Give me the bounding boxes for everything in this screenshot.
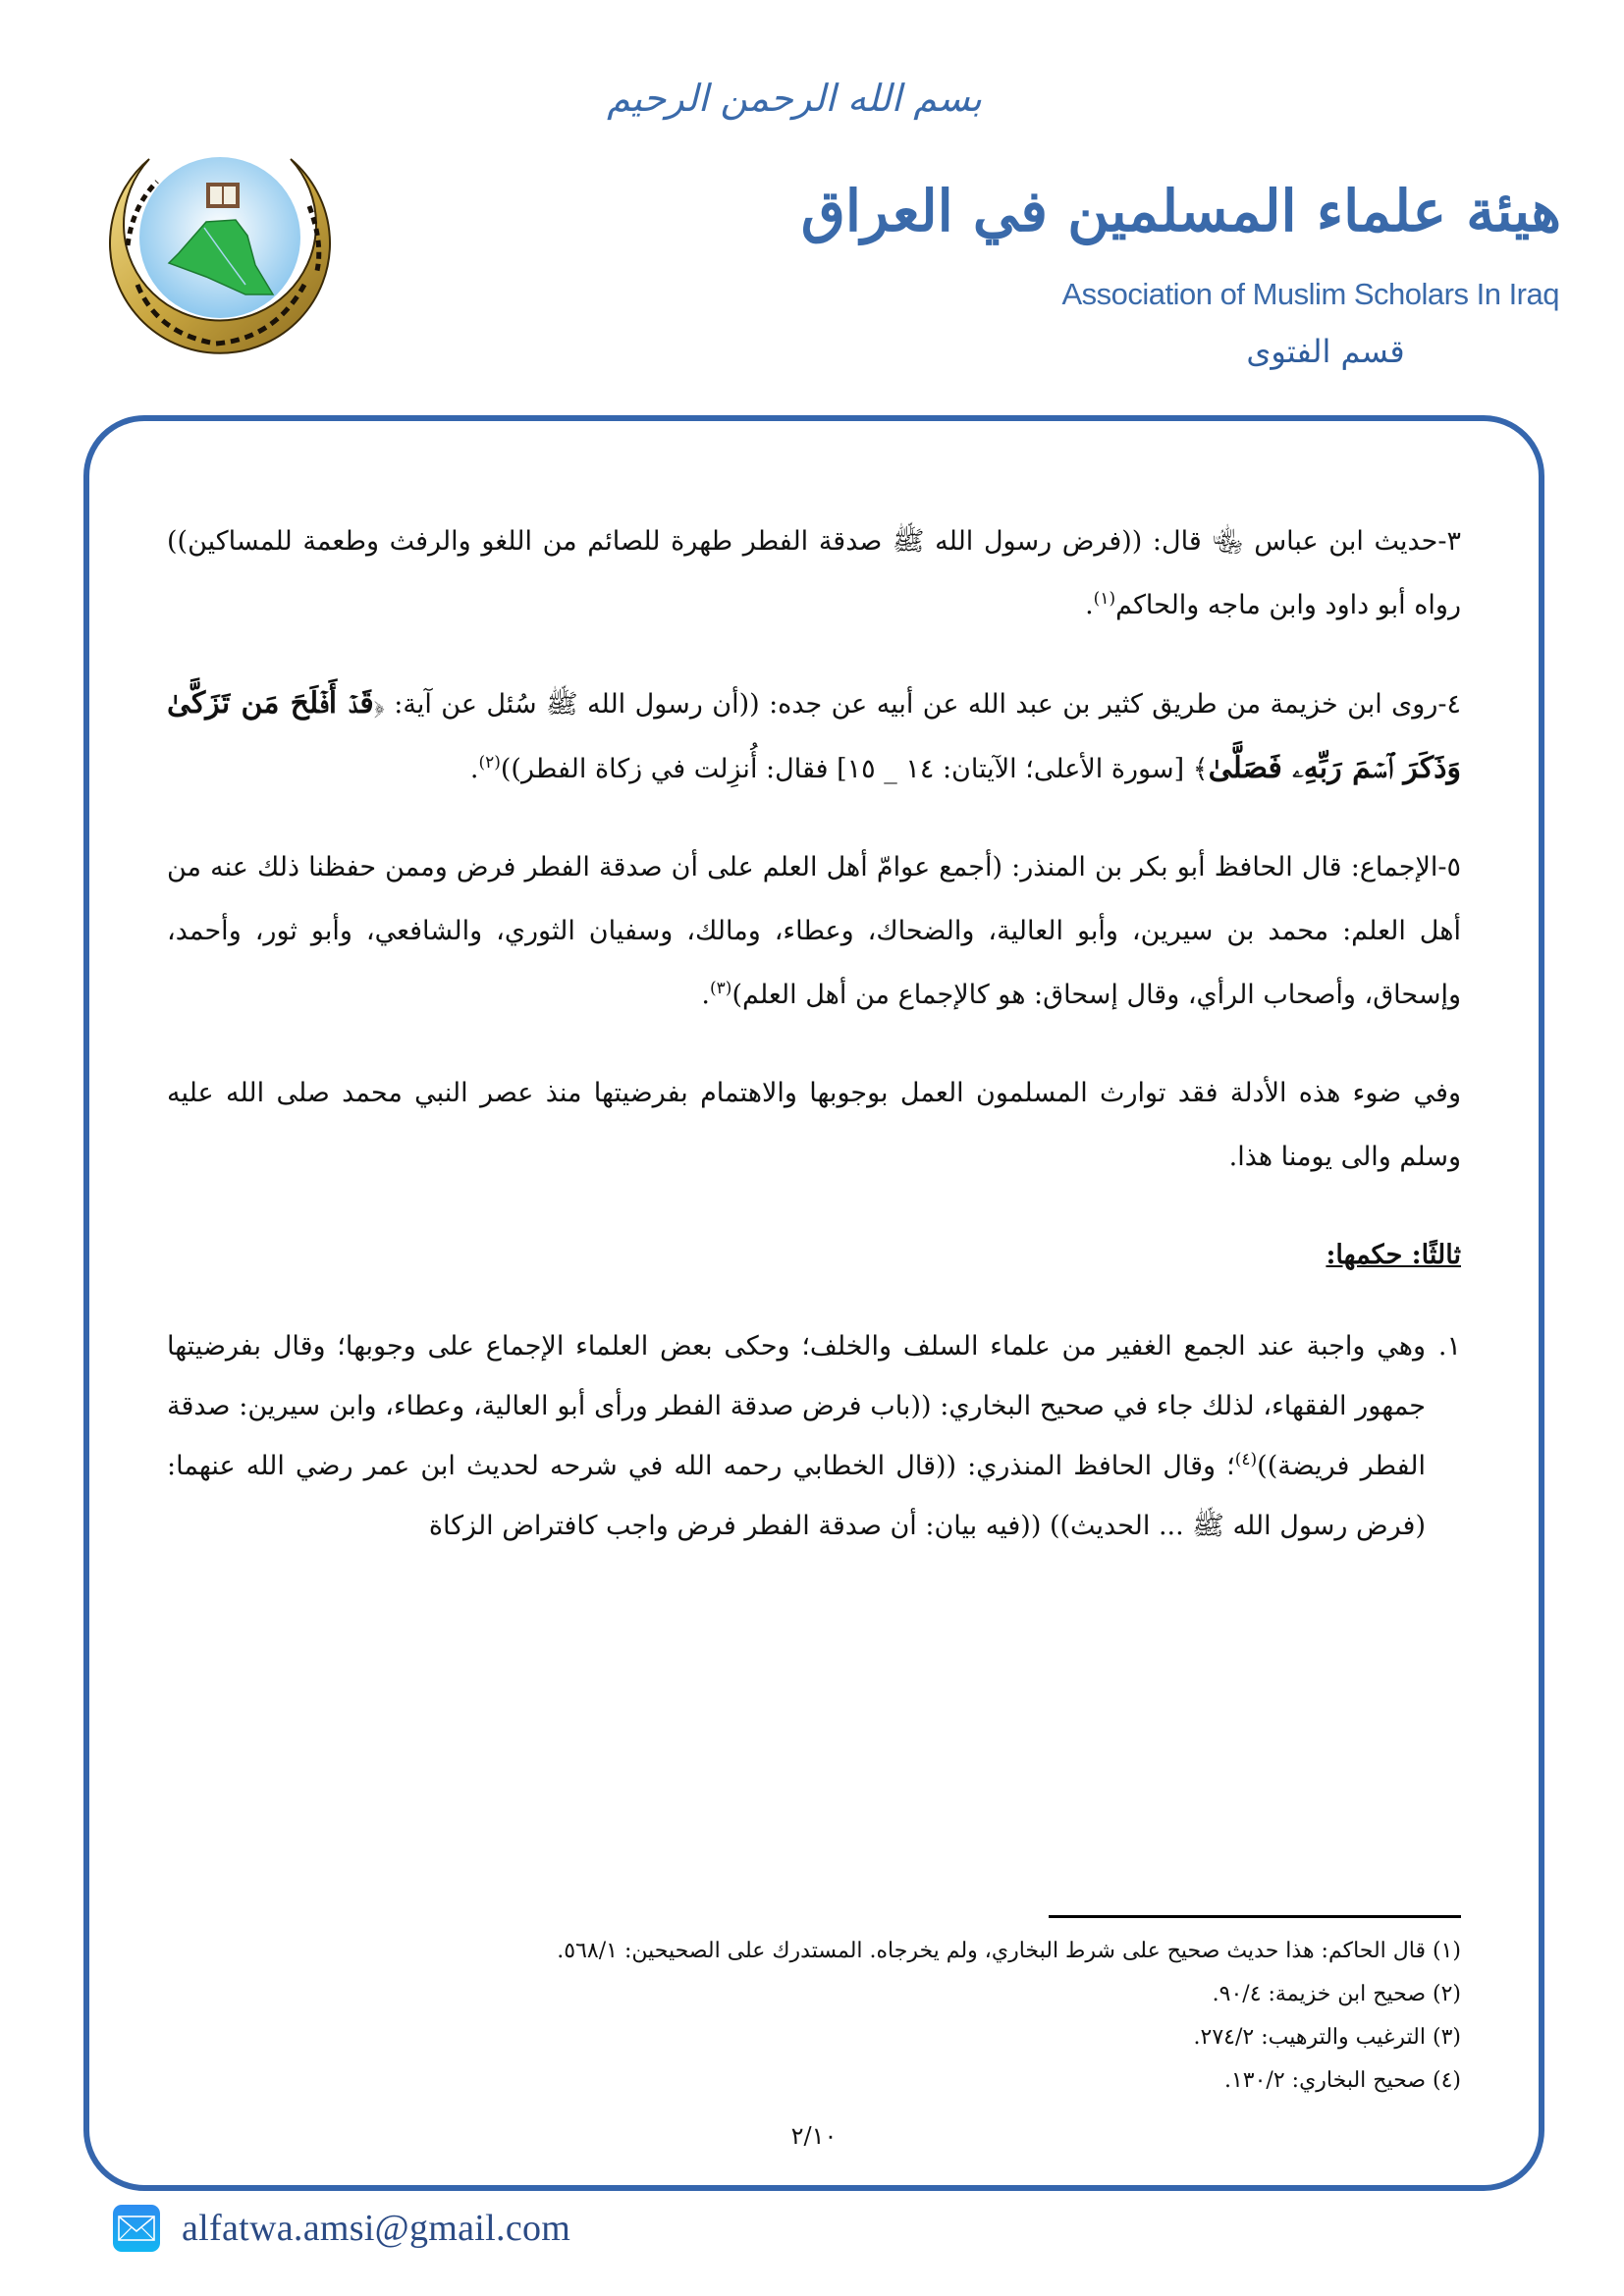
evidence-item-4-text: ٤-روى ابن خزيمة من طريق كثير بن عبد الله عن أبيه عن جده: ((أن رسول الله ﷺ سُئل عن آية: ﴿: [373, 689, 1461, 720]
footnotes-section: [167, 1876, 1461, 2156]
footnote-ref-3[interactable]: (٣): [710, 979, 732, 998]
document-body: [167, 509, 1461, 1556]
organization-name-arabic: هيئة علماء المسلمين في العراق: [800, 178, 1561, 244]
evidence-item-4: [167, 671, 1461, 801]
mail-icon: [113, 2205, 160, 2252]
footnote-4: (٤) صحيح البخاري: ١٣٠/٢.: [1223, 2068, 1461, 2093]
book-page-right: [210, 187, 222, 204]
footnote-1: (١) قال الحاكم: هذا حديث صحيح على شرط البخاري، ولم يخرجاه. المستدرك على الصحيحين: ٥٦٨/١.: [557, 1939, 1461, 1963]
evidence-item-4-text-after: ﴾ [سورة الأعلى؛ الآيتان: ١٤ _ ١٥] فقال: أُنزِلت في زكاة الفطر)): [500, 754, 1209, 784]
footnote-3: (٣) الترغيب والترهيب: ٢٧٤/٢.: [1193, 2025, 1461, 2050]
footnotes: [167, 1930, 1461, 2103]
contact-email-link[interactable]: alfatwa.amsi@gmail.com: [182, 2208, 571, 2249]
ruling-text-before: وهي واجبة عند الجمع الغفير من علماء السلف والخلف؛ وحكى بعض العلماء الإجماع على وجوبها؛ وقال بفرضيتها جمهور الفقهاء، لذلك جاء في صحيح البخاري: ((باب فرض صدقة الفطر ورأى أبو العالية، وعطاء، وابن سيرين: صدقة الفطر فريضة)): [167, 1331, 1427, 1481]
content-frame: [83, 415, 1544, 2191]
footnote-2: (٢) صحيح ابن خزيمة: ٩٠/٤.: [1212, 1982, 1461, 2006]
evidence-item-3-text: ٣-حديث ابن عباس ﵄ قال: ((فرض رسول الله ﷺ صدقة الفطر طهرة للصائم من اللغو والرفث وطعمة للمساكين)) رواه أبو داود وابن ماجه والحاكم: [167, 526, 1461, 620]
evidence-item-3-end: .: [1085, 590, 1094, 620]
conclusion-paragraph: وفي ضوء هذه الأدلة فقد توارث المسلمون العمل بوجوبها والاهتمام بفرضيتها منذ عصر النبي محمد صلى الله عليه وسلم والى يومنا هذا.: [167, 1078, 1461, 1172]
quran-verse: قَدۡ أَفۡلَحَ مَن تَزَكَّىٰ وَذَكَرَ ٱسۡمَ رَبِّهِۦ فَصَلَّىٰ: [167, 686, 1461, 785]
contact-email-row[interactable]: [113, 2203, 570, 2254]
section-heading: ثالثًا: حكمها:: [1326, 1240, 1461, 1270]
ruling-text-after: ؛ وقال الحافظ المنذري: ((قال الخطابي رحمه الله في شرحه لحديث ابن عمر رضي الله عنهما: (فرض رسول الله ﷺ ... الحديث)) ((فيه بيان: أن صدقة الفطر فرض واجب كافتراض الزكاة: [167, 1451, 1426, 1541]
ruling-text: [167, 1316, 1426, 1556]
ruling-list-number: ١.: [1437, 1331, 1461, 1362]
page-number: ٢/١٠: [790, 2122, 838, 2150]
footnote-separator: [1049, 1915, 1461, 1918]
organization-seal-logo: [98, 137, 334, 373]
evidence-item-5-text: ٥-الإجماع: قال الحافظ أبو بكر بن المنذر: (أجمع عوامّ أهل العلم على أن صدقة الفطر فرض وممن حفظنا ذلك عنه من أهل العلم: محمد بن سيرين، وأبو العالية، والضحاك، وعطاء، ومالك، وسفيان الثوري، والشافعي، وأبو ثور، وأحمد، وإسحاق، وأصحاب الرأي، وقال إسحاق: هو كالإجماع من أهل العلم): [167, 852, 1461, 1010]
department-name: قسم الفتوى: [1246, 333, 1405, 370]
organization-name-english: Association of Muslim Scholars In Iraq: [1061, 277, 1559, 311]
evidence-item-4-end: .: [469, 754, 479, 784]
book-page-left: [224, 187, 236, 204]
evidence-item-5-end: .: [701, 980, 711, 1010]
evidence-item-5: [167, 835, 1461, 1027]
footnote-ref-4[interactable]: (٤): [1234, 1450, 1258, 1469]
basmala-calligraphy: بسم الله الرحمن الرحيم: [607, 77, 982, 120]
evidence-item-3: [167, 509, 1461, 637]
footnote-ref-2[interactable]: (٢): [478, 753, 501, 773]
footnote-ref-1[interactable]: (١): [1093, 589, 1116, 609]
ruling-list-item: [167, 1316, 1461, 1556]
